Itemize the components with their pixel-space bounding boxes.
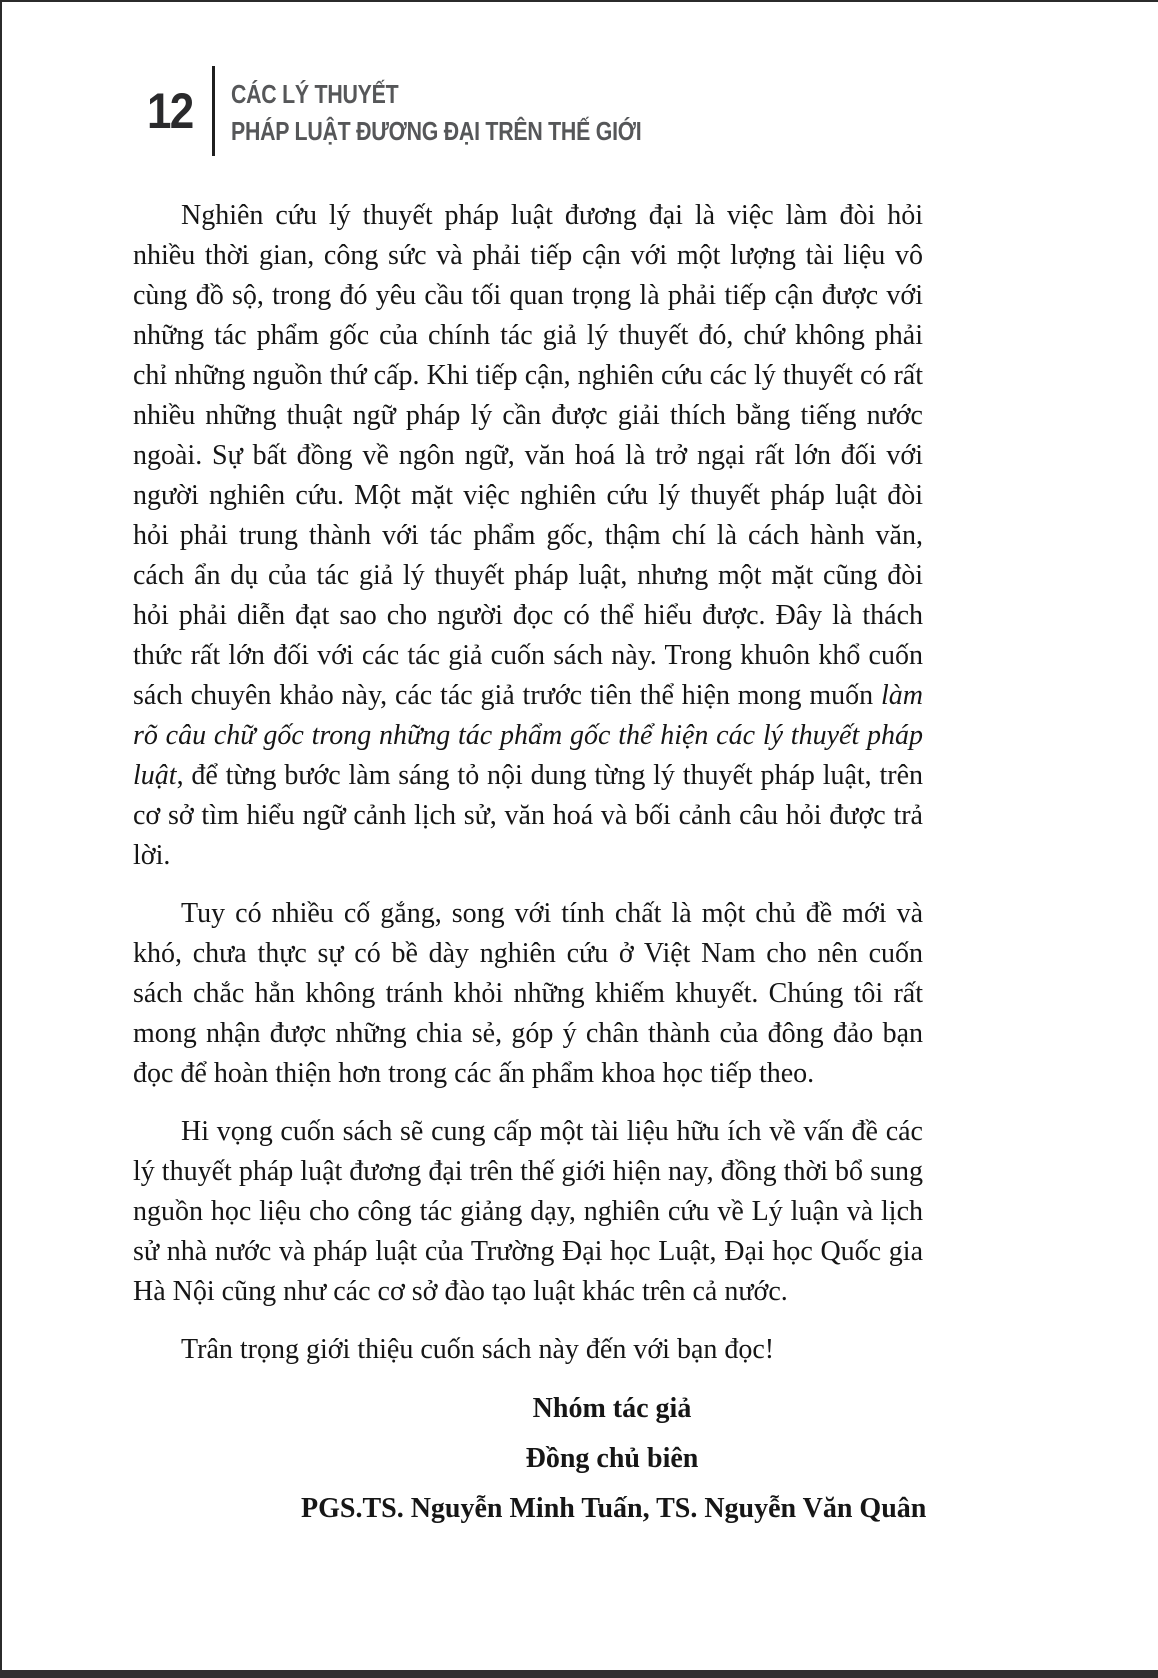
paragraph-1-italic: làm rõ câu chữ gốc trong những tác phẩm gốc thể hiện các lý thuyết pháp luật bbox=[133, 680, 923, 791]
body-text bbox=[133, 196, 927, 1524]
paragraph-3: Hi vọng cuốn sách sẽ cung cấp một tài liệu hữu ích về vấn đề các lý thuyết pháp luật đương đại trên thế giới hiện nay, đồng thời bổ sung nguồn học liệu cho công tác giảng dạy, nghiên cứu về Lý luận và lịch sử nhà nước và pháp luật của Trường Đại học Luật, Đại học Quốc gia Hà Nội cũng như các cơ sở đào tạo luật khác trên cả nước. bbox=[133, 1116, 923, 1307]
bottom-edge-bar bbox=[0, 1670, 1158, 1678]
signature-group-label: Nhóm tác giả bbox=[532, 1393, 692, 1424]
running-title-line1: CÁC LÝ THUYẾT bbox=[231, 79, 399, 109]
paragraph-4: Trân trọng giới thiệu cuốn sách này đến với bạn đọc! bbox=[181, 1334, 775, 1365]
header-divider-line bbox=[212, 66, 215, 156]
running-header bbox=[146, 64, 731, 158]
paragraph-2: Tuy có nhiều cố gắng, song với tính chất là một chủ đề mới và khó, chưa thực sự có bề dày nghiên cứu ở Việt Nam cho nên cuốn sách chắc hẳn không tránh khỏi những khiếm khuyết. Chúng tôi rất mong nhận được những chia sẻ, góp ý chân thành của đông đảo bạn đọc để hoàn thiện hơn trong các ấn phẩm khoa học tiếp theo. bbox=[133, 898, 923, 1089]
page-number: 12 bbox=[147, 83, 193, 139]
signature-role-label: Đồng chủ biên bbox=[525, 1443, 699, 1474]
paragraph-1 bbox=[133, 196, 923, 876]
signature-authors: PGS.TS. Nguyễn Minh Tuấn, TS. Nguyễn Văn Quân bbox=[301, 1493, 927, 1524]
paragraph-1-regular: Nghiên cứu lý thuyết pháp luật đương đại là việc làm đòi hỏi nhiều thời gian, công sức và phải tiếp cận với một lượng tài liệu vô cùng đồ sộ, trong đó yêu cầu tối quan trọng là phải tiếp cận được với những tác phẩm gốc của chính tác giả lý thuyết đó, chứ không phải chỉ những nguồn thứ cấp. Khi tiếp cận, nghiên cứu các lý thuyết có rất nhiều những thuật ngữ pháp lý cần được giải thích bằng tiếng nước ngoài. Sự bất đồng về ngôn ngữ, văn hoá là trở ngại rất lớn đối với người nghiên cứu. Một mặt việc nghiên cứu lý thuyết pháp luật đòi hỏi phải trung thành với tác phẩm gốc, thậm chí là cách hành văn, cách ẩn dụ của tác giả lý thuyết pháp luật, nhưng một mặt cũng đòi hỏi phải diễn đạt sao cho người đọc có thể hiểu được. Đây là thách thức rất lớn đối với các tác giả cuốn sách này. Trong khuôn khổ cuốn sách chuyên khảo này, các tác giả trước tiên thể hiện mong muốn bbox=[133, 200, 923, 711]
left-rule-line bbox=[0, 0, 2, 1671]
running-title bbox=[231, 64, 641, 150]
signature-block bbox=[133, 1393, 927, 1524]
paragraph-1-regular-end: , để từng bước làm sáng tỏ nội dung từng lý thuyết pháp luật, trên cơ sở tìm hiểu ngữ cảnh lịch sử, văn hoá và bối cảnh câu hỏi được trả lời. bbox=[133, 760, 923, 871]
running-title-line2: PHÁP LUẬT ĐƯƠNG ĐẠI TRÊN THẾ GIỚI bbox=[231, 116, 642, 146]
top-rule-line bbox=[0, 0, 1158, 2]
